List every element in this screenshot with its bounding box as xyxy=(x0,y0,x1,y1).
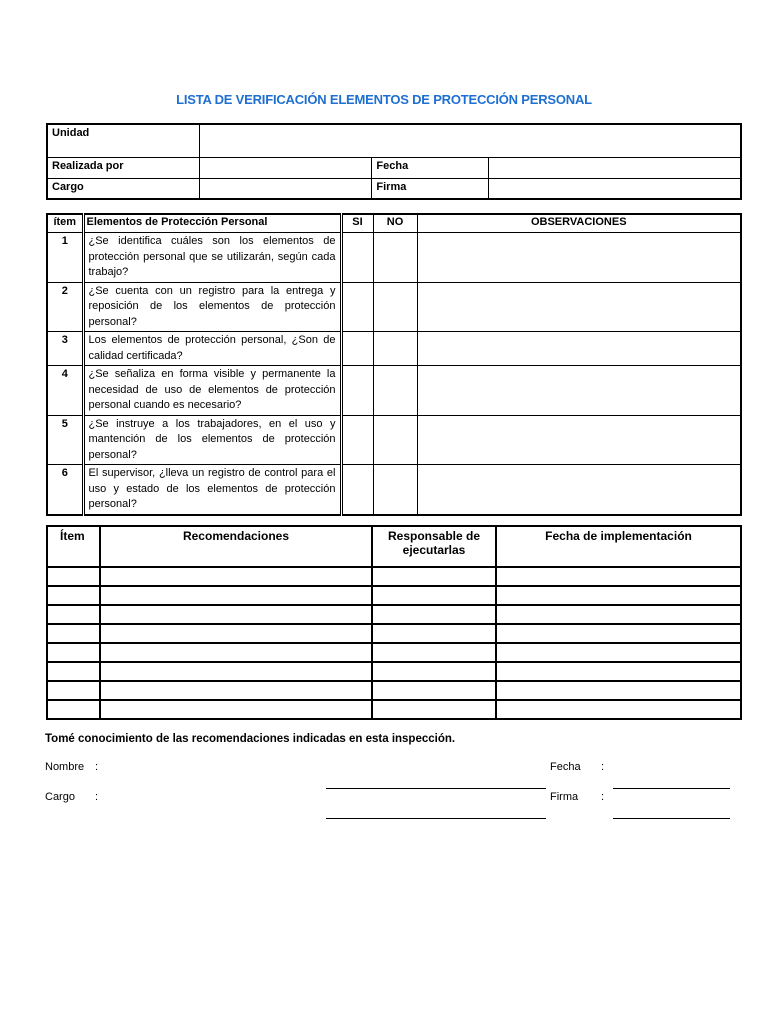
item-question: ¿Se cuenta con un registro para la entrega y reposición de los elementos de protección personal? xyxy=(83,282,341,332)
fecha-colon: : xyxy=(601,761,605,773)
item-number: 3 xyxy=(47,332,83,366)
si-cell[interactable] xyxy=(341,233,373,283)
col-no: NO xyxy=(373,214,417,233)
item-cell[interactable] xyxy=(47,662,100,681)
col-responsable: Responsable de ejecutarlas xyxy=(372,526,496,567)
firma-label: Firma xyxy=(372,178,488,199)
no-cell[interactable] xyxy=(373,366,417,416)
item-number: 6 xyxy=(47,465,83,515)
nombre-label: Nombre xyxy=(45,761,85,773)
responsable-cell[interactable] xyxy=(372,567,496,586)
unidad-label: Unidad xyxy=(47,124,199,157)
checklist-table xyxy=(46,213,742,516)
table-row xyxy=(47,605,741,624)
col-observaciones: OBSERVACIONES xyxy=(417,214,741,233)
col-item: Ítem xyxy=(47,526,100,567)
unidad-field[interactable] xyxy=(199,124,741,157)
col-item: ítem xyxy=(47,214,83,233)
no-cell[interactable] xyxy=(373,332,417,366)
fecha-cell[interactable] xyxy=(496,586,741,605)
acknowledgement-text: Tomé conocimiento de las recomendaciones indicadas en esta inspección. xyxy=(45,733,456,745)
si-cell[interactable] xyxy=(341,282,373,332)
item-question: El supervisor, ¿lleva un registro de control para el uso y estado de los elementos de protección personal? xyxy=(83,465,341,515)
si-cell[interactable] xyxy=(341,415,373,465)
responsable-cell[interactable] xyxy=(372,662,496,681)
item-number: 2 xyxy=(47,282,83,332)
fecha-cell[interactable] xyxy=(496,643,741,662)
table-row xyxy=(47,643,741,662)
fecha-cell[interactable] xyxy=(496,567,741,586)
recommendations-table xyxy=(46,525,742,720)
item-number: 5 xyxy=(47,415,83,465)
fecha-cell[interactable] xyxy=(496,605,741,624)
fecha-label: Fecha xyxy=(550,761,581,773)
responsable-cell[interactable] xyxy=(372,643,496,662)
item-cell[interactable] xyxy=(47,605,100,624)
item-number: 1 xyxy=(47,233,83,283)
firma-label: Firma xyxy=(550,791,579,803)
table-row xyxy=(47,586,741,605)
fecha-cell[interactable] xyxy=(496,700,741,719)
item-question: ¿Se instruye a los trabajadores, en el uso y mantención de los elementos de protección personal? xyxy=(83,415,341,465)
item-cell[interactable] xyxy=(47,700,100,719)
table-row xyxy=(47,567,741,586)
observaciones-cell[interactable] xyxy=(417,415,741,465)
table-row xyxy=(47,465,741,515)
cargo-signature-line[interactable] xyxy=(326,818,546,819)
no-cell[interactable] xyxy=(373,233,417,283)
item-cell[interactable] xyxy=(47,624,100,643)
si-cell[interactable] xyxy=(341,366,373,416)
responsable-cell[interactable] xyxy=(372,605,496,624)
table-row xyxy=(47,415,741,465)
col-recomendaciones: Recomendaciones xyxy=(100,526,372,567)
no-cell[interactable] xyxy=(373,465,417,515)
no-cell[interactable] xyxy=(373,415,417,465)
item-question: Los elementos de protección personal, ¿Son de calidad certificada? xyxy=(83,332,341,366)
nombre-signature-line[interactable] xyxy=(326,788,546,789)
observaciones-cell[interactable] xyxy=(417,233,741,283)
observaciones-cell[interactable] xyxy=(417,332,741,366)
cargo-label: Cargo xyxy=(45,791,75,803)
recomendacion-cell[interactable] xyxy=(100,605,372,624)
responsable-cell[interactable] xyxy=(372,586,496,605)
item-cell[interactable] xyxy=(47,681,100,700)
realizada-por-label: Realizada por xyxy=(47,157,199,178)
recomendacion-cell[interactable] xyxy=(100,681,372,700)
table-row xyxy=(47,332,741,366)
fecha-field[interactable] xyxy=(488,157,741,178)
document-title: LISTA DE VERIFICACIÓN ELEMENTOS DE PROTECCIÓN PERSONAL xyxy=(176,92,592,107)
si-cell[interactable] xyxy=(341,332,373,366)
recomendacion-cell[interactable] xyxy=(100,567,372,586)
item-number: 4 xyxy=(47,366,83,416)
table-row xyxy=(47,662,741,681)
fecha-cell[interactable] xyxy=(496,624,741,643)
recomendacion-cell[interactable] xyxy=(100,643,372,662)
item-cell[interactable] xyxy=(47,586,100,605)
header-info-table xyxy=(46,123,742,200)
observaciones-cell[interactable] xyxy=(417,465,741,515)
firma-signature-line[interactable] xyxy=(613,818,730,819)
col-elementos: Elementos de Protección Personal xyxy=(83,214,341,233)
item-cell[interactable] xyxy=(47,567,100,586)
recomendacion-cell[interactable] xyxy=(100,624,372,643)
responsable-cell[interactable] xyxy=(372,624,496,643)
table-row xyxy=(47,282,741,332)
item-question: ¿Se identifica cuáles son los elementos de protección personal que se utilizarán, según cada trabajo? xyxy=(83,233,341,283)
recomendacion-cell[interactable] xyxy=(100,662,372,681)
fecha-signature-line[interactable] xyxy=(613,788,730,789)
responsable-cell[interactable] xyxy=(372,681,496,700)
item-cell[interactable] xyxy=(47,643,100,662)
cargo-field[interactable] xyxy=(199,178,371,199)
col-si: SI xyxy=(341,214,373,233)
firma-colon: : xyxy=(601,791,605,803)
cargo-colon: : xyxy=(95,791,99,803)
col-fecha-implementacion: Fecha de implementación xyxy=(496,526,741,567)
fecha-cell[interactable] xyxy=(496,662,741,681)
realizada-por-field[interactable] xyxy=(199,157,371,178)
table-row xyxy=(47,233,741,283)
observaciones-cell[interactable] xyxy=(417,282,741,332)
si-cell[interactable] xyxy=(341,465,373,515)
recomendacion-cell[interactable] xyxy=(100,586,372,605)
no-cell[interactable] xyxy=(373,282,417,332)
fecha-label: Fecha xyxy=(372,157,488,178)
responsable-cell[interactable] xyxy=(372,700,496,719)
nombre-colon: : xyxy=(95,761,99,773)
cargo-label: Cargo xyxy=(47,178,199,199)
recomendacion-cell[interactable] xyxy=(100,700,372,719)
table-row xyxy=(47,681,741,700)
observaciones-cell[interactable] xyxy=(417,366,741,416)
firma-field[interactable] xyxy=(488,178,741,199)
fecha-cell[interactable] xyxy=(496,681,741,700)
table-row xyxy=(47,366,741,416)
table-row xyxy=(47,700,741,719)
table-row xyxy=(47,624,741,643)
item-question: ¿Se señaliza en forma visible y permanente la necesidad de uso de elementos de protección personal cuando es necesario? xyxy=(83,366,341,416)
